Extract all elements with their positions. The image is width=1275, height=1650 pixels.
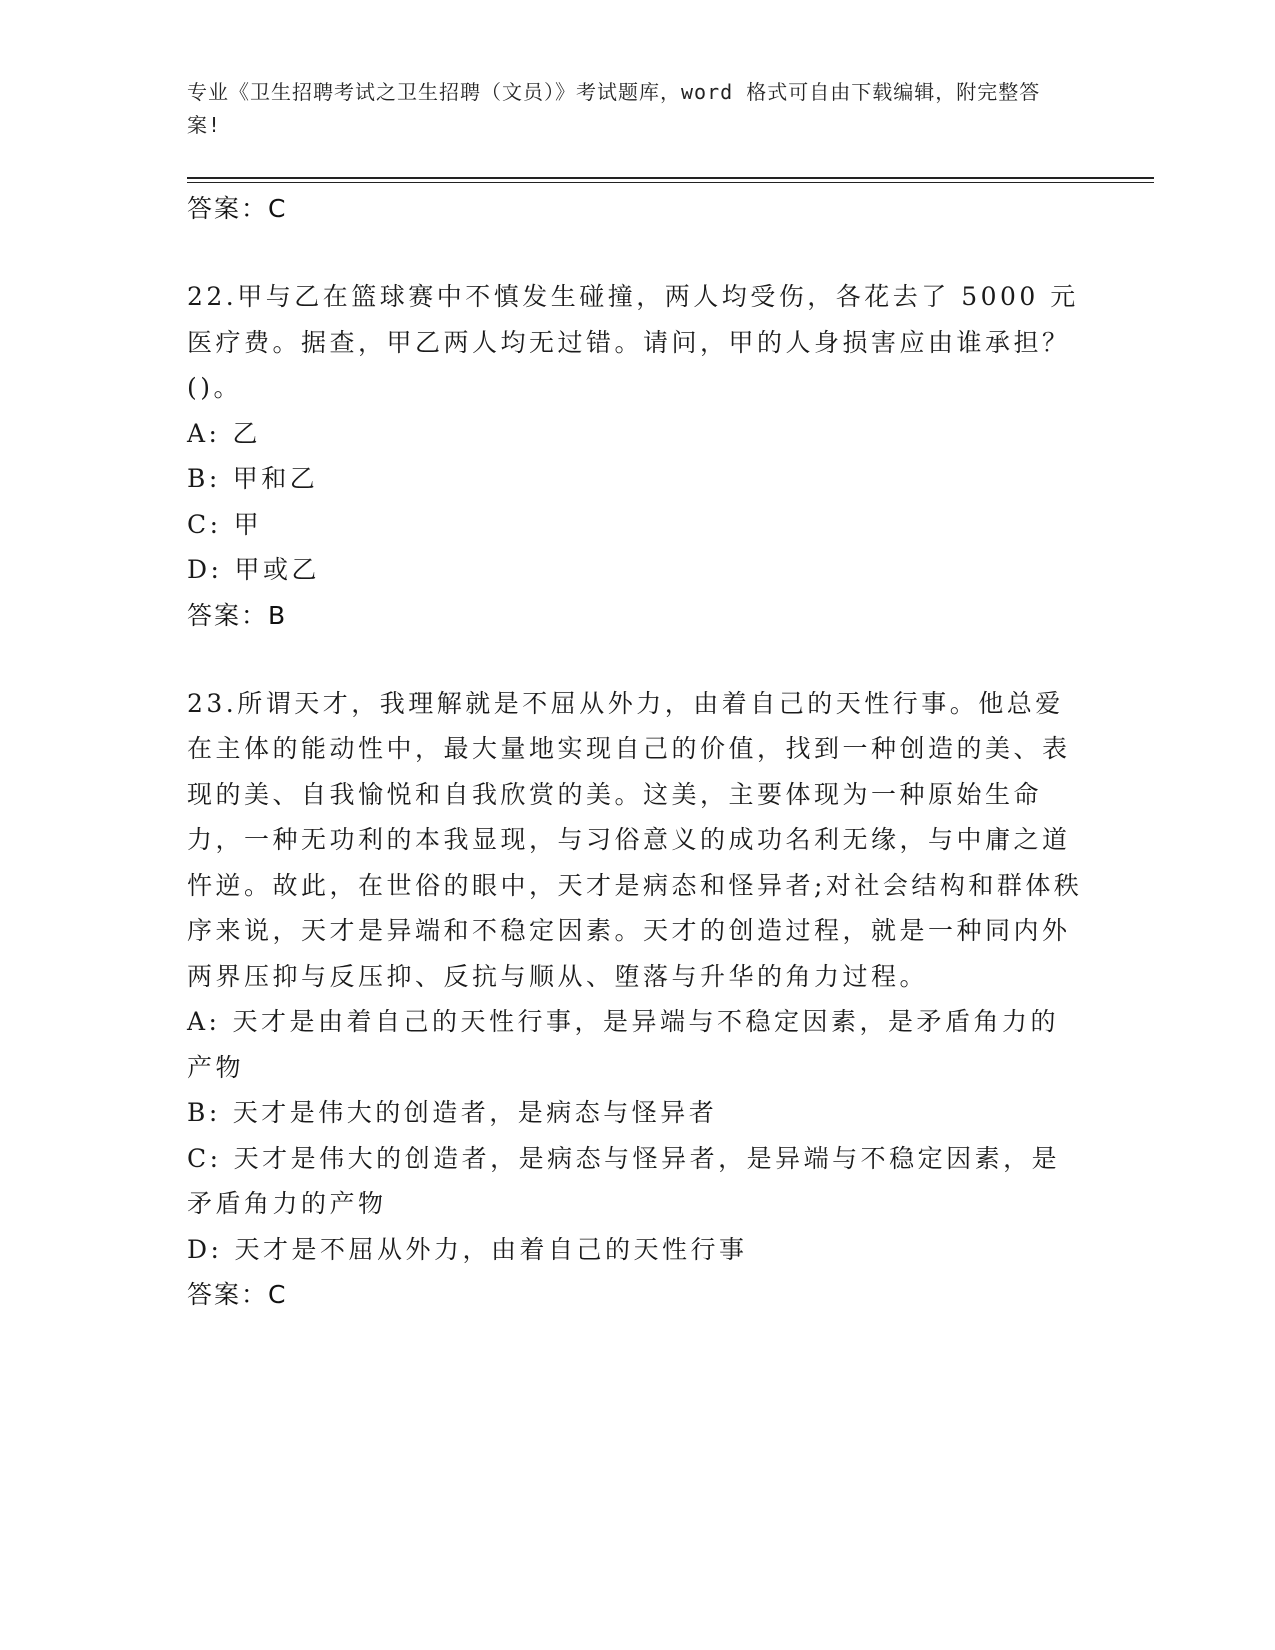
previous-answer: 答案：C (187, 194, 288, 223)
header-note: 专业《卫生招聘考试之卫生招聘（文员）》考试题库，word 格式可自由下载编辑，附完整答案! (187, 80, 1041, 137)
option-key: A: (187, 418, 221, 448)
option-key: D: (187, 1234, 223, 1264)
option-key: A: (187, 1007, 221, 1036)
option-c (187, 502, 1087, 548)
option-text: 甲和乙 (232, 464, 319, 493)
option-d (187, 1227, 1087, 1273)
option-b (187, 1090, 1087, 1136)
option-text: 天才是伟大的创造者，是病态与怪异者 (232, 1098, 718, 1127)
question-text: 22.甲与乙在篮球赛中不慎发生碰撞，两人均受伤，各花去了 5000 元医疗费。据查，甲乙两人均无过错。请问，甲的人身损害应由谁承担？()。 (187, 282, 1079, 402)
option-d (187, 547, 1087, 593)
option-text: 天才是不屈从外力，由着自己的天性行事 (234, 1234, 748, 1264)
answer-label: 答案：B (187, 600, 288, 630)
option-key: C: (187, 509, 222, 539)
header-divider-thin (187, 182, 1154, 183)
option-text: 甲或乙 (234, 555, 320, 584)
option-text: 天才是伟大的创造者，是病态与怪异者，是异端与不稳定因素，是矛盾角力的产物 (187, 1143, 1061, 1218)
option-text: 天才是由着自己的天性行事，是异端与不稳定因素，是矛盾角力的产物 (187, 1007, 1059, 1082)
question-22 (187, 274, 1087, 639)
option-a (187, 999, 1087, 1090)
header-divider-thick (187, 177, 1154, 179)
option-c (187, 1136, 1087, 1227)
option-b (187, 456, 1087, 502)
option-a (187, 411, 1087, 457)
answer-label: 答案：C (187, 1280, 288, 1309)
option-text: 乙 (232, 418, 261, 448)
question-23 (187, 681, 1087, 1319)
option-key: C: (187, 1143, 222, 1173)
question-content (187, 186, 1087, 1318)
option-key: B: (187, 1098, 221, 1127)
option-key: B: (187, 464, 221, 493)
option-text: 甲 (233, 509, 263, 539)
option-key: D: (187, 555, 223, 584)
question-text: 23.所谓天才，我理解就是不屈从外力，由着自己的天性行事。他总爱在主体的能动性中，最大量地实现自己的价值，找到一种创造的美、表现的美、自我愉悦和自我欣赏的美。这美，主要体现为一种原始生命力，一种无功利的本我显现，与习俗意义的成功名利无缘，与中庸之道忤逆。故此，在世俗的眼中，天才是病态和怪异者;对社会结构和群体秩序来说，天才是异端和不稳定因素。天才的创造过程，就是一种同内外两界压抑与反压抑、反抗与顺从、堕落与升华的角力过程。 (187, 688, 1083, 991)
